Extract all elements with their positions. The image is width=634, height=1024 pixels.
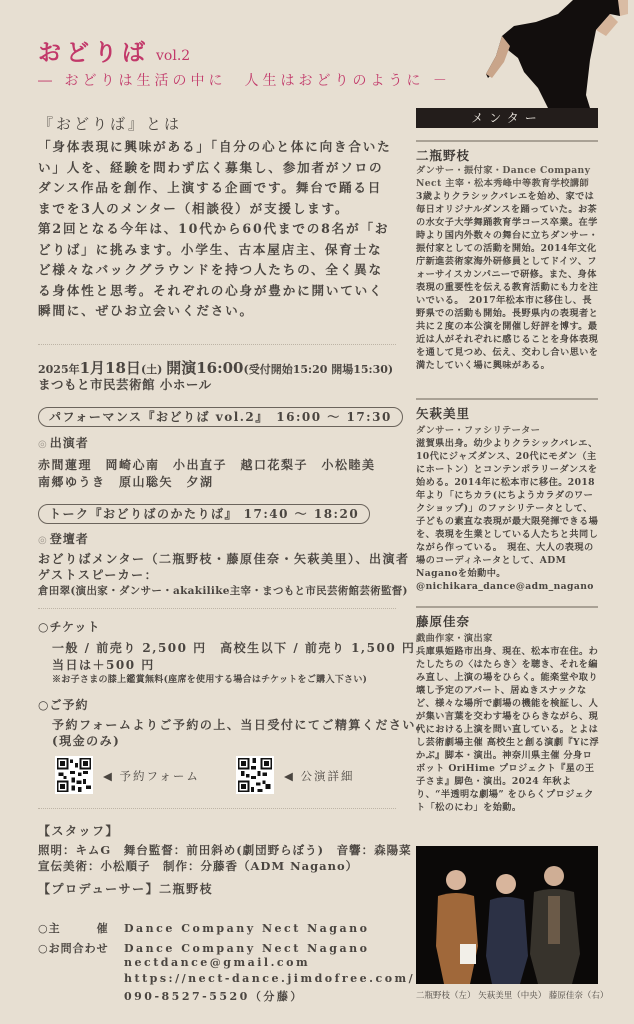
title-text: おどりば xyxy=(38,39,150,66)
circle-icon: ◎ xyxy=(38,535,48,546)
reservation-note: (現金のみ) xyxy=(52,734,121,748)
mentor-bio xyxy=(416,632,600,814)
speakers-label: ◎ 登壇者 xyxy=(38,532,89,546)
staff-heading: 【スタッフ】 xyxy=(38,824,120,838)
mentor-bio-text: 3歳よりクラシックバレエを始め、家では毎日オリジナルダンスを踊っていた。お茶の水女子大学舞踊教育学コース卒業。在学時より国内外数々の舞台に立ちダンサー・振付家としての活動を開始。2014年文化庁新進芸術家海外研修員としてドイツ、フォーサイスカンパニーで研修。また、身体表現の重要性を伝える教育活動にも力を注いでいる。 2017年松本市に移住し、長野県での活動も開始。長野県内の表現者と共に２度の本公演を開催し好評を博す。最近は人がそれぞれに感じることを身体表現を通して見つめ、伝え、交わし合い思いを満たしていく場に興味がある。 xyxy=(416,191,599,371)
speakers-line: ゲストスピーカー： xyxy=(38,568,159,582)
staff-line: 照明：キムG 舞台監督：前田斜め(劇団野らぼう) 音響：森陽菜 xyxy=(38,843,412,857)
dancer-image xyxy=(478,0,634,108)
speakers-line: おどりばメンター（二瓶野枝・藤原佳奈・矢萩美里）、出演者 xyxy=(38,552,410,566)
organizer-row: ○主 催 Dance Company Nect Nagano xyxy=(38,922,370,935)
photo-caption: 二瓶野枝（左） 矢萩美里（中央） 藤原佳奈（右） xyxy=(416,991,609,1001)
event-venue: まつもと市民芸術館 小ホール xyxy=(38,377,212,392)
mentor-bio xyxy=(416,164,600,372)
flyer-title xyxy=(38,34,190,67)
mentor-name: 矢萩美里 xyxy=(416,406,471,421)
mentor-name: 二瓶野枝 xyxy=(416,148,471,163)
about-paragraph: 「身体表現に興味がある」「自分の心と体に向き合いたい」人を、経験を問わず広く募集し、参加者がソロのダンス作品を創作、上演する企画です。舞台で踊る日までを3人のメンター（相談役）が支援します。 xyxy=(38,139,392,216)
flyer-subtitle: ― おどりは生活の中に 人生はおどりのように － xyxy=(38,73,451,89)
cast-label: ◎ 出演者 xyxy=(38,436,89,450)
about-text xyxy=(38,137,396,322)
contact-email[interactable]: nectdance@gmail.com xyxy=(124,956,311,969)
divider xyxy=(416,606,598,608)
ticket-note: ※お子さまの膝上鑑賞無料(座席を使用する場合はチケットをご購入下さい) xyxy=(52,675,368,685)
about-paragraph: 第2回となる今年は、10代から60代までの8名が「おどりば」に挑みます。小学生、古本屋店主、保育士など様々なバックグラウンドを持つ人たちの、全く異なる身体性と思考。それぞれの心身が豊かに開いていく瞬間に、ぜひお立会いください。 xyxy=(38,221,390,318)
mentor-bio-text: 滋賀県出身。幼少よりクラシックバレエ、10代にジャズダンス、20代にモダン（主にホートン）とコンテンポラリーダンスを始める。2014年に松本市に移住。2018年より「にちカラ(にちようカラダのワークショップ)」のファシリテータとして、子どもの素直な表現が最大限発揮できる場を、表現を生業としている人たちと共同しながら作っている。 現在、大人の表現の場のコーディネータとして、ADM Naganoを始動中。@nichikara_dance@adm_nagano xyxy=(416,438,599,592)
divider xyxy=(38,808,396,809)
cast-line: 南郷ゆうき 原山聡矢 夕湖 xyxy=(38,475,214,489)
about-heading: 『おどりば』とは xyxy=(38,115,183,133)
volume-label: vol.2 xyxy=(156,48,191,64)
event-date: 2025年1月18日(土) 開演16:00(受付開始15:20 開場15:30) xyxy=(38,359,394,377)
circle-icon: ◎ xyxy=(38,439,48,450)
reservation-label: ○ご予約 xyxy=(38,698,89,712)
divider xyxy=(38,344,396,345)
mentor-bio-text: 兵庫県姫路市出身、現在、松本市在住。わたしたちの〈はたらき〉を聴き、それを編み直し、上演の場をひらく。能楽堂や取り壊し予定のアパート、居ぬきスナックなど、様々な場所で劇場の機能を検証し、人が集い言葉を交わす場をひらきながら、現代における上演を問い直している。とよはし芸術劇場主催 高校生と創る演劇『Yに浮かぶ』脚本・演出。神奈川県主催 分身ロボット OriHime プロジェクト『星の王子さま』脚色・演出。2024 年秋より、“半透明な劇場” をひらくプロジェクト「松のにわ」を始動。 xyxy=(416,646,600,813)
qr-code-details[interactable] xyxy=(236,756,274,794)
ticket-label: ○チケット xyxy=(38,620,101,634)
contact-url[interactable]: https://nect-dance.jimdofree.com/ xyxy=(124,972,416,985)
reservation-text: 予約フォームよりご予約の上、当日受付にてご精算ください。 xyxy=(52,718,430,732)
mentor-role: 戯曲作家・演出家 xyxy=(416,633,493,644)
mentor-role: ダンサー・ファシリテーター xyxy=(416,425,541,436)
qr-code-reservation[interactable] xyxy=(55,756,93,794)
divider xyxy=(416,398,598,400)
event-details-link[interactable]: ◀ 公演詳細 xyxy=(284,769,355,783)
producer: 【プロデューサー】二瓶野枝 xyxy=(38,882,214,896)
cast-line: 赤間蓮理 岡崎心南 小出直子 越口花梨子 小松睦美 xyxy=(38,458,376,472)
mentor-name: 藤原佳奈 xyxy=(416,614,471,629)
staff-line: 宣伝美術：小松順子 制作：分藤香（ADM Nagano） xyxy=(38,859,359,873)
ticket-prices: 一般 / 前売り 2,500 円 高校生以下 / 前売り 1,500 円 xyxy=(52,641,416,655)
mentor-bio xyxy=(416,424,600,593)
mentor-role: ダンサー・振付家・Dance Company Nect 主宰・松本秀峰中等教育学校講師 xyxy=(416,165,591,189)
inquiry-row: ○お問合わせ Dance Company Nect Nagano xyxy=(38,942,370,955)
reservation-form-link[interactable]: ◀ 予約フォーム xyxy=(103,769,200,783)
divider xyxy=(38,608,396,609)
divider xyxy=(416,140,598,142)
ticket-door-price: 当日は＋500 円 xyxy=(52,658,155,672)
performance-pill: パフォーマンス『おどりば vol.2』 16:00 ～ 17:30 xyxy=(38,407,403,427)
guest-speaker: 倉田翠(演出家・ダンサー・akakilike主宰・まつもと市民芸術館芸術監督) xyxy=(38,585,408,597)
talk-pill: トーク『おどりばのかたりば』 17:40 ～ 18:20 xyxy=(38,504,370,524)
contact-phone[interactable]: 090-8527-5520（分藤） xyxy=(124,990,304,1003)
mentor-banner: メンター xyxy=(416,108,598,128)
mentors-photo xyxy=(416,846,598,984)
